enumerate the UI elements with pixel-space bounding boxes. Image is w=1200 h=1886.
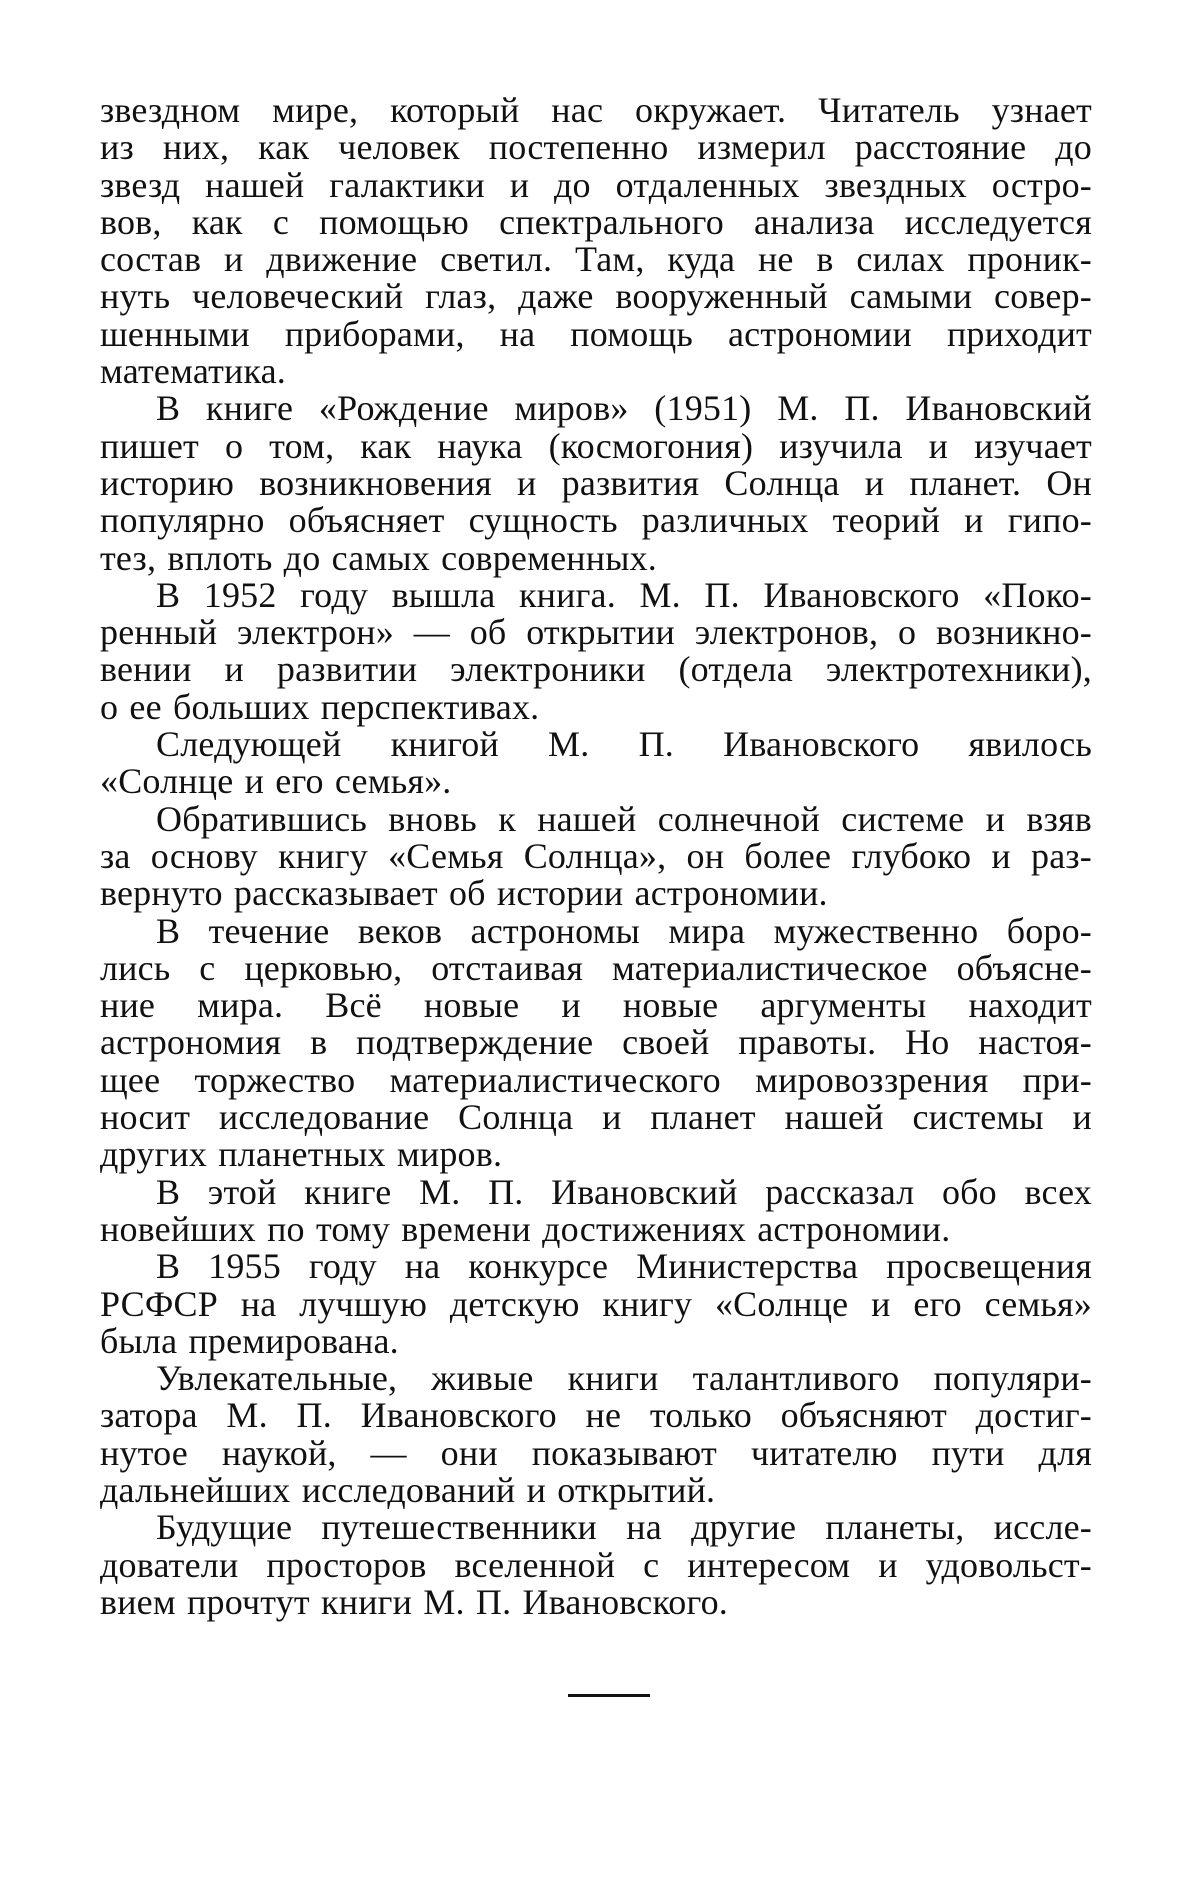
text-line: состав и движение светил. Там, куда не в силах проник- (100, 239, 1092, 280)
text-line: шенными приборами, на помощь астрономии приходит (100, 313, 1092, 354)
text-line: из них, как человек постепенно измерил расстояние до (100, 127, 1092, 168)
text-line: тез, вплоть до самых современных. (100, 537, 657, 578)
text-line: историю возникновения и развития Солнца и планет. Он (100, 462, 1092, 503)
text-block (100, 92, 1092, 1621)
text-line: астрономия в подтверждение своей правоты. Но настоя- (100, 1022, 1092, 1063)
text-line: дальнейших исследований и открытий. (100, 1469, 716, 1510)
text-line: дователи просторов вселенной с интересом и удовольст- (100, 1544, 1092, 1585)
text-line: лись с церковью, отстаивая материалистическое объясне- (100, 947, 1092, 988)
paragraph (100, 574, 1092, 727)
text-line: других планетных миров. (100, 1134, 503, 1175)
text-line: была премирована. (100, 1320, 399, 1361)
paragraph (100, 390, 1092, 576)
text-line: вов, как с помощью спектрального анализа исследуется (100, 201, 1092, 242)
text-line: вием прочтут книги М. П. Ивановского. (100, 1581, 728, 1622)
text-line: Будущие путешественники на другие планеты, иссле- (156, 1507, 1092, 1548)
paragraph (100, 910, 1092, 1175)
text-line: В 1955 году на конкурсе Министерства просвещения (156, 1246, 1092, 1287)
text-line: ние мира. Всё новые и новые аргументы находит (100, 985, 1092, 1026)
paragraph (100, 1248, 1092, 1360)
text-line: Обратившись вновь к нашей солнечной системе и взяв (156, 798, 1092, 839)
text-line: звезд нашей галактики и до отдаленных звездных остро- (100, 164, 1092, 205)
text-line: нутое наукой, — они показывают читателю пути для (100, 1432, 1092, 1473)
text-line: нуть человеческий глаз, даже вооруженный самыми совер- (100, 276, 1092, 317)
text-line: Следующей книгой М. П. Ивановского явилось (156, 724, 1092, 765)
text-line: звездном мире, который нас окружает. Читатель узнает (100, 90, 1092, 130)
text-line: В этой книге М. П. Ивановский рассказал обо всех (156, 1171, 1092, 1212)
text-line: за основу книгу «Семья Солнца», он более глубоко и раз- (100, 835, 1092, 876)
text-line: В 1952 году вышла книга. М. П. Ивановского «Поко- (156, 574, 1092, 615)
text-line: популярно объясняет сущность различных теорий и гипо- (100, 500, 1092, 541)
text-line: новейших по тому времени достижениях астрономии. (100, 1208, 951, 1249)
page-body (100, 92, 1092, 1621)
text-line: В течение веков астрономы мира мужественно боро- (156, 910, 1092, 951)
text-line: вернуто рассказывает об истории астрономии. (100, 873, 828, 914)
paragraph (100, 726, 1092, 801)
text-line: РСФСР на лучшую детскую книгу «Солнце и его семья» (100, 1283, 1092, 1324)
text-line: Увлекательные, живые книги талантливого популяри- (156, 1358, 1092, 1399)
paragraph (100, 1509, 1092, 1621)
text-line: носит исследование Солнца и планет нашей системы и (100, 1097, 1092, 1138)
text-line: «Солнце и его семья». (100, 761, 452, 802)
end-divider (568, 1694, 650, 1697)
text-line: вении и развитии электроники (отдела электротехники), (100, 649, 1092, 690)
text-line: ренный электрон» — об открытии электронов, о возникно- (100, 612, 1092, 653)
text-line: затора М. П. Ивановского не только объясняют достиг- (100, 1395, 1092, 1436)
text-line: В книге «Рождение миров» (1951) М. П. Ивановский (156, 388, 1092, 429)
text-line: математика. (100, 351, 286, 392)
paragraph (100, 1360, 1092, 1509)
text-line: о ее больших перспективах. (100, 686, 540, 727)
paragraph (100, 92, 1092, 390)
paragraph (100, 1171, 1092, 1249)
text-line: пишет о том, как наука (космогония) изучила и изучает (100, 425, 1092, 466)
paragraph (100, 798, 1092, 914)
text-line: щее торжество материалистического мировоззрения при- (100, 1059, 1092, 1100)
